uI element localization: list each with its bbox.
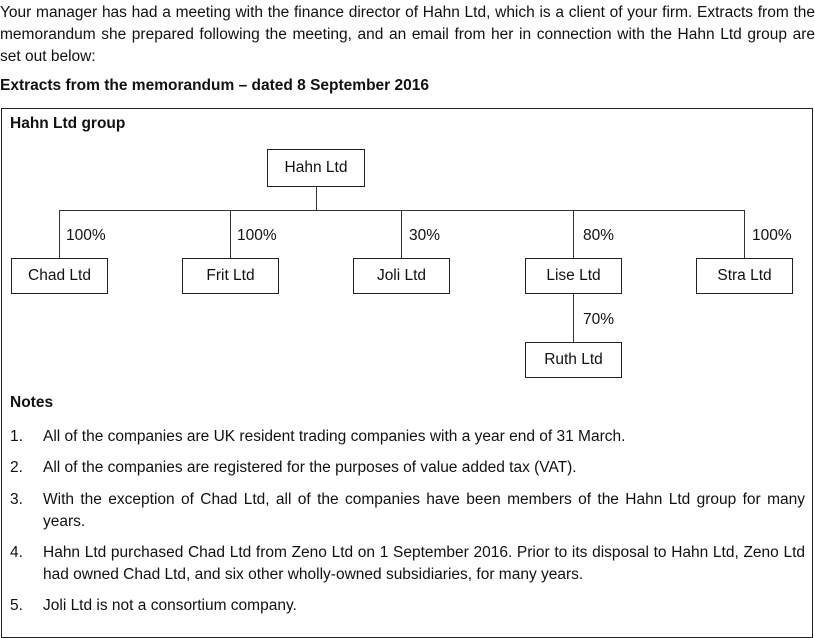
intro-paragraph: Your manager has had a meeting with the finance director of Hahn Ltd, which is a client of your firm. Extracts from the memorandum she prepared following the meeting, and an email from her in connection with the Hahn Ltd group are set out below: (0, 4, 815, 65)
ownership-lise: 80% (583, 227, 615, 244)
parent-company-box: Hahn Ltd (267, 149, 365, 187)
company-box-chad: Chad Ltd (11, 258, 108, 294)
ownership-joli: 30% (409, 227, 441, 244)
ownership-stra: 100% (752, 227, 792, 244)
note-text: All of the companies are registered for the purposes of value added tax (VAT). (43, 459, 577, 476)
ownership-chad: 100% (66, 227, 106, 244)
note-number: 1. (10, 428, 23, 445)
group-title: Hahn Ltd group (10, 115, 126, 132)
connector-lise (573, 210, 574, 258)
note-text: Joli Ltd is not a consortium company. (43, 597, 297, 614)
note-text: With the exception of Chad Ltd, all of the companies have been members of the Hahn Ltd group for many years. (43, 491, 805, 530)
connector-chad (59, 210, 60, 258)
connector-joli (401, 210, 402, 258)
company-box-frit: Frit Ltd (182, 258, 279, 294)
note-item (10, 457, 805, 479)
note-number: 2. (10, 459, 23, 476)
company-box-lise: Lise Ltd (525, 258, 622, 294)
ownership-ruth: 70% (583, 311, 615, 328)
connector-horizontal (59, 210, 745, 211)
memorandum-heading: Extracts from the memorandum – dated 8 September 2016 (0, 77, 429, 94)
note-item (10, 489, 805, 533)
connector-stra (744, 210, 745, 258)
note-text: All of the companies are UK resident trading companies with a year end of 31 March. (43, 428, 626, 445)
note-item (10, 426, 805, 448)
ownership-frit: 100% (237, 227, 277, 244)
notes-title: Notes (10, 394, 54, 411)
connector-ruth (573, 294, 574, 342)
company-box-joli: Joli Ltd (353, 258, 450, 294)
connector-parent-down (316, 187, 317, 211)
note-item (10, 595, 805, 617)
note-item (10, 542, 805, 586)
note-text: Hahn Ltd purchased Chad Ltd from Zeno Ltd on 1 September 2016. Prior to its disposal to Hahn Ltd, Zeno Ltd had owned Chad Ltd, and six other wholly-owned subsidiaries, for many years. (43, 544, 805, 583)
note-number: 3. (10, 491, 23, 508)
note-number: 4. (10, 544, 23, 561)
company-box-stra: Stra Ltd (696, 258, 793, 294)
connector-frit (230, 210, 231, 258)
note-number: 5. (10, 597, 23, 614)
company-box-ruth: Ruth Ltd (525, 342, 622, 378)
